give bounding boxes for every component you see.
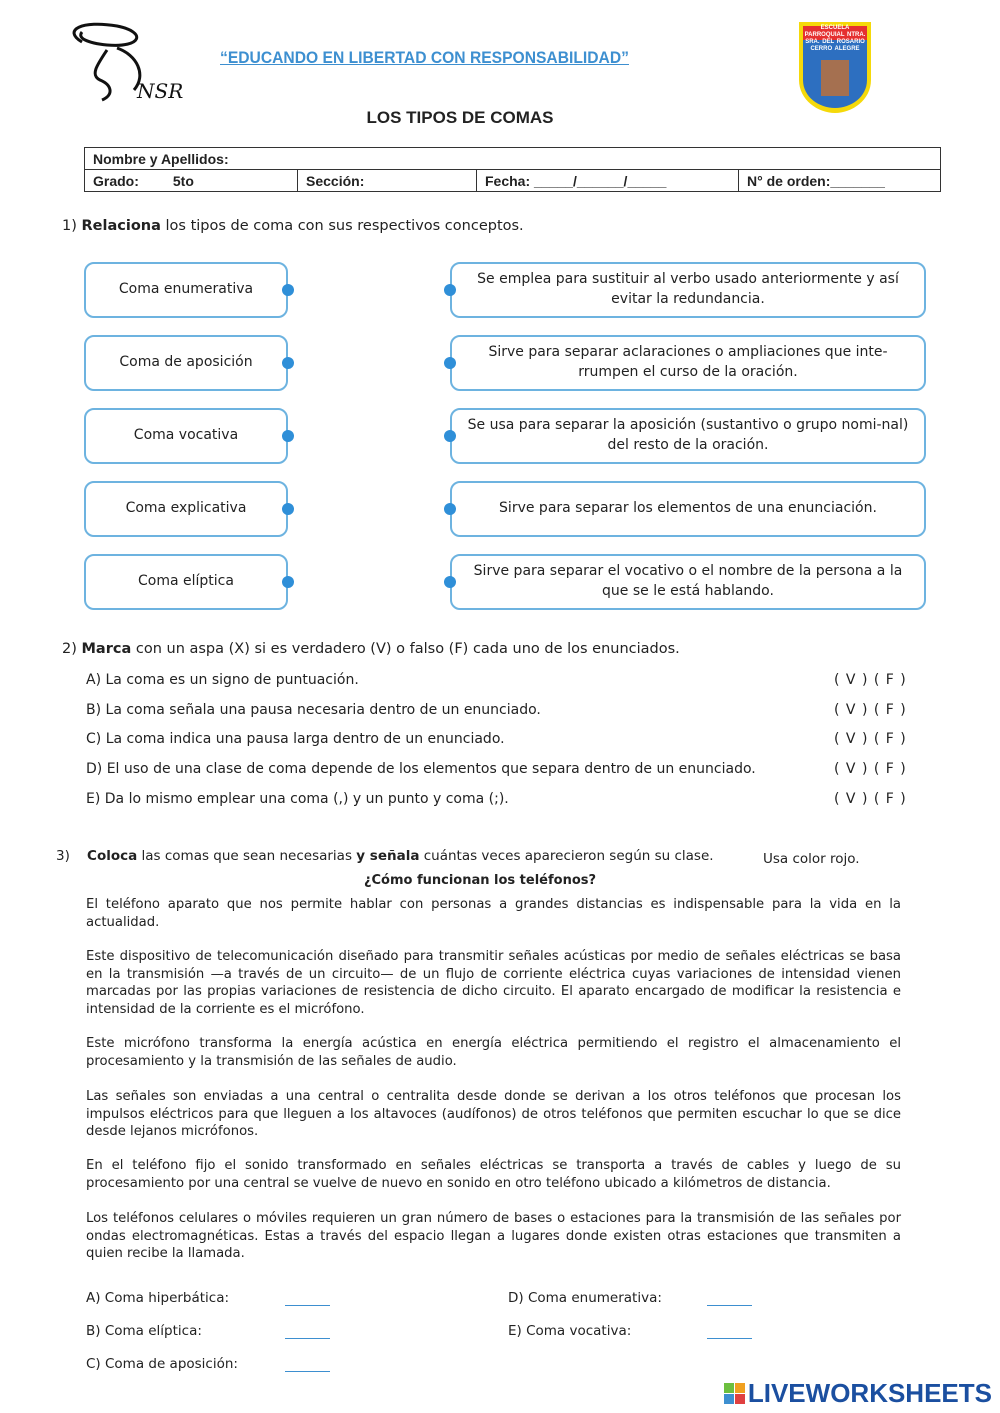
connector-dot-right[interactable] (444, 503, 456, 515)
worksheet-title: LOS TIPOS DE COMAS (366, 108, 554, 127)
liveworksheets-logo (724, 1378, 992, 1409)
connector-dot-left[interactable] (282, 284, 294, 296)
true-false-options[interactable]: ( V ) ( F ) (834, 731, 907, 747)
concept-type-box: Coma de aposición (84, 335, 288, 391)
reading-paragraph: Los teléfonos celulares o móviles requieren un gran número de bases o estaciones para la transmisión de las señales por ondas electromagnéticas. Estas a través del espacio llegan a lugares donde existen otras estaciones que transmiten a quien recibe la llamada. (86, 1211, 901, 1261)
question-3-prompt: 3) Coloca las comas que sean necesarias y señala cuántas veces aparecieron según su clase. (56, 848, 714, 864)
true-false-statement: A) La coma es un signo de puntuación. (86, 672, 359, 688)
comma-count-answer: E) Coma vocativa: (508, 1323, 632, 1339)
answer-blank-input[interactable] (285, 1360, 330, 1372)
comma-count-answer: C) Coma de aposición: (86, 1356, 238, 1372)
answer-blank-input[interactable] (707, 1327, 752, 1339)
concept-definition-box: Sirve para separar el vocativo o el nombre de la persona a la que se le está hablando. (450, 554, 926, 610)
reading-paragraph: El teléfono aparato que nos permite hablar con personas a grandes distancias es indispensable para la vida en la actualidad. (86, 897, 901, 930)
section-field[interactable]: Sección: (298, 170, 477, 192)
concept-definition-box: Sirve para separar los elementos de una enunciación. (450, 481, 926, 537)
connector-dot-right[interactable] (444, 284, 456, 296)
concept-definition-box: Se emplea para sustituir al verbo usado anteriormente y así evitar la redundancia. (450, 262, 926, 318)
true-false-statement: D) El uso de una clase de coma depende de los elementos que separa dentro de un enunciado. (86, 761, 756, 777)
connector-dot-left[interactable] (282, 576, 294, 588)
answer-blank-input[interactable] (707, 1294, 752, 1306)
concept-definition-box: Se usa para separar la aposición (sustantivo o grupo nomi-nal) del resto de la oración. (450, 408, 926, 464)
true-false-statement: C) La coma indica una pausa larga dentro de un enunciado. (86, 731, 505, 747)
school-motto: “EDUCANDO EN LIBERTAD CON RESPONSABILIDAD” (220, 48, 629, 67)
connector-dot-right[interactable] (444, 576, 456, 588)
name-field[interactable]: Nombre y Apellidos: (85, 148, 941, 170)
connector-dot-left[interactable] (282, 357, 294, 369)
answer-blank-input[interactable] (285, 1294, 330, 1306)
grade-value: 5to (172, 172, 194, 189)
connector-dot-right[interactable] (444, 357, 456, 369)
grade-label: Grado: (93, 172, 139, 189)
question-1-prompt: 1) Relaciona los tipos de coma con sus respectivos conceptos. (62, 218, 524, 234)
connector-dot-right[interactable] (444, 430, 456, 442)
reading-paragraph: Este dispositivo de telecomunicación diseñado para transmitir señales acústicas por medio de señales eléctricas se basa en la transmisión —a través de un circuito— de un flujo de corriente eléctrica cuyas variaciones de intensidad vienen marcadas por las propias variaciones de resistencia de dicho circuito. El aparato encargado de modificar la resistencia e intensidad de la corriente es el micrófono. (86, 949, 901, 1017)
concept-type-box: Coma elíptica (84, 554, 288, 610)
reading-title: ¿Cómo funcionan los teléfonos? (363, 873, 597, 888)
order-field[interactable]: N° de orden:_______ (739, 170, 941, 192)
true-false-options[interactable]: ( V ) ( F ) (834, 672, 907, 688)
question-2-prompt: 2) Marca con un aspa (X) si es verdadero (V) o falso (F) cada uno de los enunciados. (62, 641, 680, 657)
date-field[interactable]: Fecha: _____/______/_____ (477, 170, 739, 192)
student-info-table (84, 147, 941, 192)
true-false-statement: E) Da lo mismo emplear una coma (,) y un punto y coma (;). (86, 791, 509, 807)
connector-dot-left[interactable] (282, 430, 294, 442)
true-false-options[interactable]: ( V ) ( F ) (834, 702, 907, 718)
answer-blank-input[interactable] (285, 1327, 330, 1339)
concept-definition-box: Sirve para separar aclaraciones o ampliaciones que inte-rrumpen el curso de la oración. (450, 335, 926, 391)
reading-paragraph: En el teléfono fijo el sonido transformado en señales eléctricas se transporta a través de cables y luego de su procesamiento por una central se vuelve de nuevo en sonido en otro teléfono ubicado a kilómetros de distancia. (86, 1158, 901, 1191)
connector-dot-left[interactable] (282, 503, 294, 515)
comma-count-answer: B) Coma elíptica: (86, 1323, 202, 1339)
true-false-statement: B) La coma señala una pausa necesaria dentro de un enunciado. (86, 702, 541, 718)
concept-type-box: Coma enumerativa (84, 262, 288, 318)
concept-type-box: Coma explicativa (84, 481, 288, 537)
true-false-options[interactable]: ( V ) ( F ) (834, 761, 907, 777)
svg-text:NSR: NSR (137, 79, 184, 103)
reading-paragraph: Las señales son enviadas a una central o centralita desde donde se derivan a los otros teléfonos que procesan los impulsos eléctricos para que lleguen a los altavoces (audífonos) de otros teléfonos que permiten escuchar lo que se dice desde lejanos micrófonos. (86, 1089, 901, 1139)
color-note: Usa color rojo. (763, 851, 860, 867)
liveworksheets-brand: LIVEWORKSHEETS (747, 1378, 992, 1408)
nsr-logo (62, 20, 212, 105)
reading-paragraph: Este micrófono transforma la energía acústica en energía eléctrica permitiendo el registro el almacenamiento el procesamiento y la transmisión de las señales de audio. (86, 1036, 901, 1069)
shield-text: ESCUELA PARROQUIAL NTRA. SRA. DEL ROSARIO CERRO ALEGRE (804, 25, 866, 52)
liveworksheets-icon (724, 1383, 745, 1404)
true-false-options[interactable]: ( V ) ( F ) (834, 791, 907, 807)
comma-count-answer: D) Coma enumerativa: (508, 1290, 662, 1306)
concept-type-box: Coma vocativa (84, 408, 288, 464)
comma-count-answer: A) Coma hiperbática: (86, 1290, 230, 1306)
